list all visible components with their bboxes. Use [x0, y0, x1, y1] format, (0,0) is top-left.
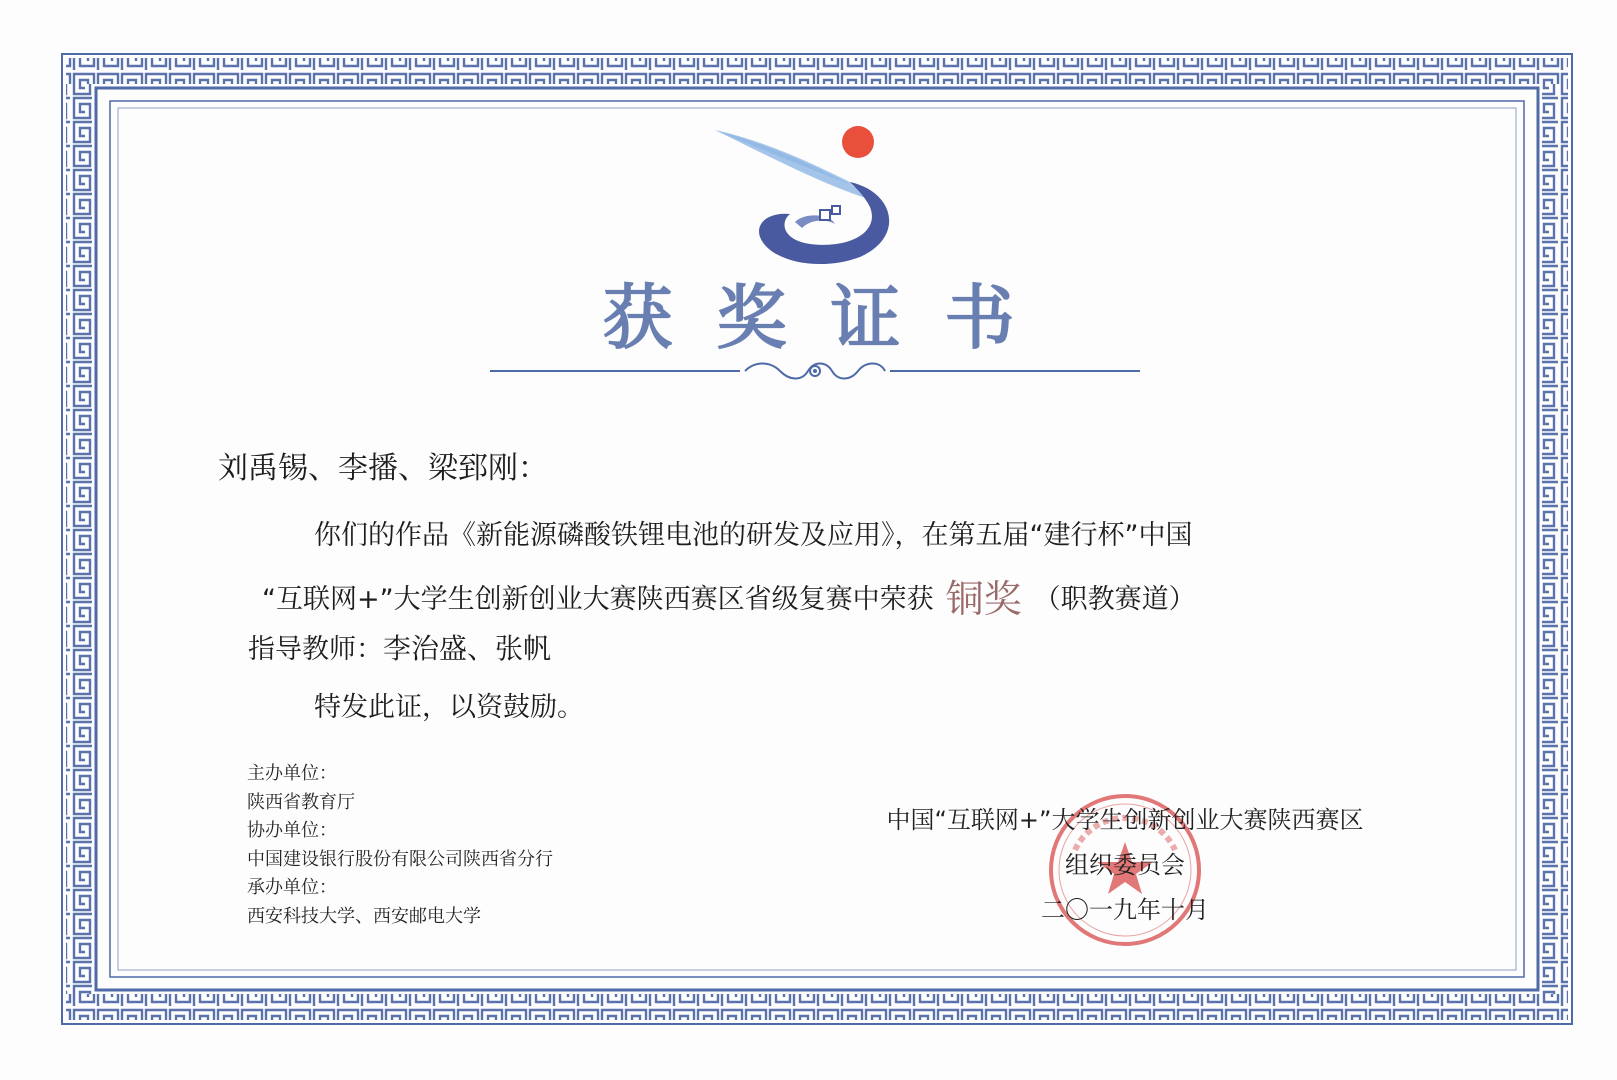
body-line-2-prefix: “互联网+”大学生创新创业大赛陕西赛区省级复赛中荣获 [262, 584, 934, 615]
host-label: 主办单位： [247, 763, 337, 784]
issue-date: 二〇一九年十月 [1041, 896, 1209, 924]
committee-body: 组织委员会 [1065, 851, 1185, 879]
undertaker-name: 西安科技大学、西安邮电大学 [247, 905, 481, 927]
body-line-2-suffix: （职教赛道） [1033, 584, 1196, 615]
advisor-names: 李治盛、张帆 [383, 632, 552, 665]
title-ornament [490, 356, 1140, 386]
undertaker-label: 承办单位： [247, 877, 337, 898]
co-host-label: 协办单位： [247, 820, 337, 841]
committee-name: 中国“互联网+”大学生创新创业大赛陕西赛区 [886, 806, 1364, 834]
host-name: 陕西省教育厅 [247, 791, 355, 813]
organizers-block [247, 760, 553, 931]
advisor-label: 指导教师： [248, 634, 383, 665]
co-host-name: 中国建设银行股份有限公司陕西省分行 [247, 848, 553, 870]
competition-logo [710, 122, 930, 272]
closing-line: 特发此证，以资鼓励。 [314, 692, 584, 723]
certificate-title: 获奖证书 [602, 276, 1059, 359]
advisor-line [248, 627, 551, 667]
body-line-1: 你们的作品《新能源磷酸铁锂电池的研发及应用》，在第五届“建行杯”中国 [314, 520, 1193, 551]
recipients: 刘禹锡、李播、梁郅刚： [218, 451, 548, 486]
body-line-2 [262, 568, 1196, 623]
committee-block [815, 798, 1435, 933]
award-name: 铜奖 [945, 577, 1022, 621]
